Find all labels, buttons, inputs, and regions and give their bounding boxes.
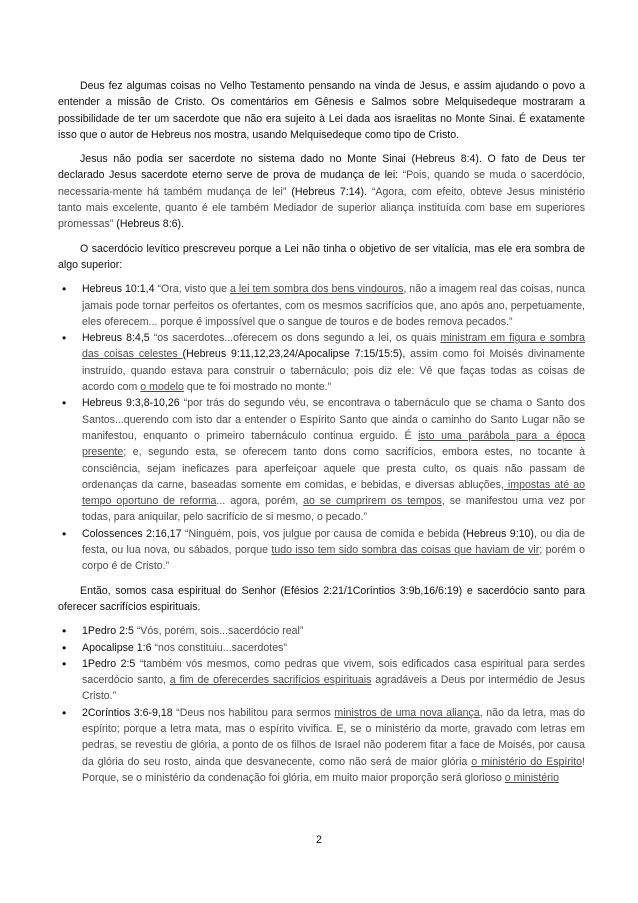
quote: ; e, segundo esta, se oferecem tanto dons como sacrifícios, embora estes, no tocante à consciência, sejam ineficazes para aperfeiçoar aquele que presta culto, os quais não passam de ordenanças da carne, baseadas somente em comidas, e bebidas, e diversas abluções, xyxy=(82,446,585,491)
quote: que te foi mostrado no monte.” xyxy=(183,381,332,394)
quote: ; porém o corpo é de Cristo.” xyxy=(82,544,585,573)
bible-reference: Hebreus 8:4,5 xyxy=(82,332,154,345)
underlined-phrase: ministram em figura e sombra das coisas celestes xyxy=(82,332,585,361)
underlined-phrase: tudo isso tem sido sombra das coisas que haviam de vir xyxy=(271,544,540,557)
quote: “Agora, com efeito, obteve Jesus ministério tanto mais excelente, quanto é ele também Mediador de superior aliança instituída com base em superiores promessas” xyxy=(58,185,585,231)
reference: (Hebreus 7:14). xyxy=(286,185,372,198)
quote: “os sacerdotes...oferecem os dons segundo a lei, os quais xyxy=(153,332,441,345)
list-item xyxy=(58,281,585,330)
page-number: 2 xyxy=(316,834,322,846)
bible-reference: Apocalipse 1:6 xyxy=(82,641,155,654)
quote: “nos constituiu...sacerdotes” xyxy=(154,641,287,654)
quote: assim como foi Moisés divinamente instruído, quando estava para construir o tabernáculo; pois diz ele: Vê que faças todas as coisas de acordo com xyxy=(82,348,585,394)
underlined-phrase: ao se cumprirem os tempos xyxy=(303,495,442,508)
quote: “Vós, porém, sois...sacerdócio real” xyxy=(136,625,304,638)
underlined-phrase: impostas até ao tempo oportuno de reforma xyxy=(82,478,585,508)
paragraph-sacerdote xyxy=(58,151,585,232)
quote: ! Porque, se o ministério da condenação foi glória, em muito maior proporção será glorioso xyxy=(82,755,585,784)
reference: (Hebreus 8:6). xyxy=(113,218,184,231)
quote: “Ora, visto que xyxy=(157,283,231,296)
quote: , não a imagem real das coisas, nunca jamais pode tornar perfeitos os ofertantes, com os mesmos sacrifícios que, ano após ano, perpetuamente, eles oferecem... porque é impossível que o sangue de touros e de bodes remova pecados.” xyxy=(82,283,586,328)
list-item xyxy=(58,330,585,395)
bible-reference: 1Pedro 2:5 xyxy=(82,625,137,638)
quote: ... agora, porém, xyxy=(216,495,304,508)
list-item xyxy=(58,623,585,639)
list-sacerdocio xyxy=(58,623,585,786)
underlined-phrase: o ministério do Espírito xyxy=(471,755,583,768)
quote: “Ninguém, pois, vos julgue por causa de comida e bebida xyxy=(184,527,463,540)
underlined-phrase: a fim de oferecerdes sacrifícios espirituais xyxy=(169,674,372,687)
bible-reference: (Hebreus 9:10) xyxy=(462,527,534,540)
bible-reference: Colossences 2:16,17 xyxy=(82,527,185,540)
quote: “Deus nos habilitou para sermos xyxy=(176,706,335,719)
underlined-phrase: a lei tem sombra dos bens vindouros xyxy=(230,283,404,296)
bible-reference: Hebreus 9:3,8-10,26 xyxy=(82,397,184,410)
underlined-phrase: ministros de uma nova aliança xyxy=(334,706,480,719)
quote: “por trás do segundo véu, se encontrava o tabernáculo que se chama o Santo dos Santos...querendo com isto dar a entender o Espírito Santo que ainda o caminho do Santo Lugar não se manifestou, enquanto o primeiro tabernáculo continua erguido. É xyxy=(82,397,585,442)
bible-reference: 1Pedro 2:5 xyxy=(82,657,140,670)
bible-reference: Hebreus 10:1,4 xyxy=(82,283,158,296)
list-item xyxy=(58,395,585,525)
list-item xyxy=(58,640,585,656)
underlined-phrase: isto uma parábola para a época presente xyxy=(82,429,585,459)
underlined-phrase: o ministério xyxy=(504,771,559,784)
text: Jesus não podia ser sacerdote no sistema dado no Monte Sinai (Hebreus 8:4). O fato de Deus ter declarado Jesus sacerdote eterno serve de prova de mudança de lei: xyxy=(58,153,585,182)
quote: , não da letra, mas do espírito; porque a letra mata, mas o espírito vivifica. E, se o ministério da morte, gravado com letras em pedras, se revestiu de glória, a ponto de os filhos de Israel não poderem fitar a face de Moisés, por causa da glória do seu rosto, ainda que desvanecente, como não será de maior glória xyxy=(82,706,586,768)
quote: agradáveis a Deus por intermédio de Jesus Cristo.” xyxy=(82,674,585,703)
bible-reference: (Hebreus 9:11,12,23,24/Apocalipse 7:15/15:5), xyxy=(182,348,406,361)
quote: “Pois, quando se muda o sacerdócio, necessaria-mente há também mudança de lei” xyxy=(58,169,585,198)
quote: , se manifestou uma vez por todas, para aniquilar, pelo sacrifício de si mesmo, o pecado.” xyxy=(82,495,585,524)
list-item xyxy=(58,705,585,786)
list-item xyxy=(58,656,585,705)
paragraph-levitico: O sacerdócio levítico prescreveu porque a Lei não tinha o objetivo de ser vitalícia, mas ele era sombra de algo superior: xyxy=(58,242,585,271)
list-item xyxy=(58,526,585,575)
quote: “também vós mesmos, como pedras que vivem, sois edificados casa espiritual para serdes sacerdócio santo, xyxy=(82,657,585,687)
paragraph-casa-espiritual: Então, somos casa espiritual do Senhor (Efésios 2:21/1Coríntios 3:9b,16/6:19) e sacerdócio santo para oferecer sacrifícios espirituais. xyxy=(58,584,585,613)
quote: , ou dia de festa, ou lua nova, ou sábados, porque xyxy=(82,527,585,557)
list-sombra xyxy=(58,281,585,574)
paragraph-intro: Deus fez algumas coisas no Velho Testamento pensando na vinda de Jesus, e assim ajudando o povo a entender a missão de Cristo. Os comentários em Gênesis e Salmos sobre Melquisedeque mostraram a possibilidade de ter um sacerdote que não era sujeito à Lei dada aos israelitas no Monte Sinai. É exatamente isso que o autor de Hebreus nos mostra, usando Melquisedeque como tipo de Cristo. xyxy=(58,80,585,141)
bible-reference: 2Coríntios 3:6-9,18 xyxy=(82,706,177,719)
document-body xyxy=(58,78,585,794)
underlined-phrase: o modelo xyxy=(140,381,184,394)
